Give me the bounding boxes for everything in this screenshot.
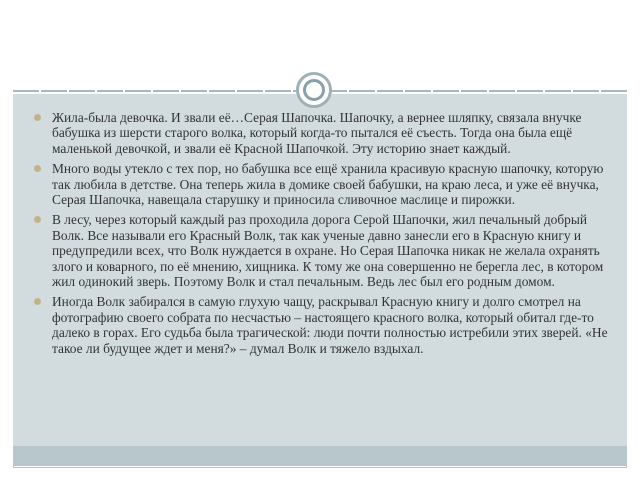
circle-bullet-icon <box>34 298 41 305</box>
paragraph-4 <box>34 294 614 356</box>
story-text <box>34 110 614 361</box>
footer-band <box>13 446 627 466</box>
paragraph-text: Много воды утекло с тех пор, но бабушка все ещё хранила красивую красную шапочку, которую так любила в детстве. Она теперь жила в домике своей бабушки, на краю леса, и уже её внучка, Серая Шапочка, навещала старушку и приносила сливочное маслице и пирожки. <box>52 161 604 208</box>
paragraph-text: В лесу, через который каждый раз проходила дорога Серой Шапочки, жил печальный добрый Волк. Все называли его Красный Волк, так как ученые давно занесли его в Красную книгу и предупредили всех, что Волк нуждается в охране. Но Серая Шапочка никак не желала охранять злого и коварного, по её мнению, хищника. К тому же она совершенно не берегла лес, в котором жил одинокий зверь. Поэтому Волк и стал печальным. Ведь лес был его родным домом. <box>52 212 604 290</box>
paragraph-text: Иногда Волк забирался в самую глухую чащу, раскрывал Красную книгу и долго смотрел на фотографию своего собрата по несчастью – настоящего красного волка, который обитал где-то далеко в горах. Его судьба была трагической: люди почти полностью истребили этих зверей. «Не такое ли будущее ждет и меня?» – думал Волк и тяжело вздыхал. <box>52 294 608 356</box>
circle-bullet-icon <box>34 216 41 223</box>
double-ring-icon <box>296 72 332 108</box>
paragraph-1 <box>34 110 614 156</box>
paragraph-3 <box>34 212 614 289</box>
paragraph-text: Жила-была девочка. И звали её…Серая Шапочка. Шапочку, а вернее шляпку, связала внучке бабушка из шерсти старого волка, который когда-то пытался её съесть. Тогда она была ещё маленькой девочкой, и звали её Красной Шапочкой. Эту историю знает каждый. <box>52 110 582 156</box>
circle-bullet-icon <box>34 165 41 172</box>
paragraph-2 <box>34 161 614 207</box>
circle-bullet-icon <box>34 114 41 121</box>
